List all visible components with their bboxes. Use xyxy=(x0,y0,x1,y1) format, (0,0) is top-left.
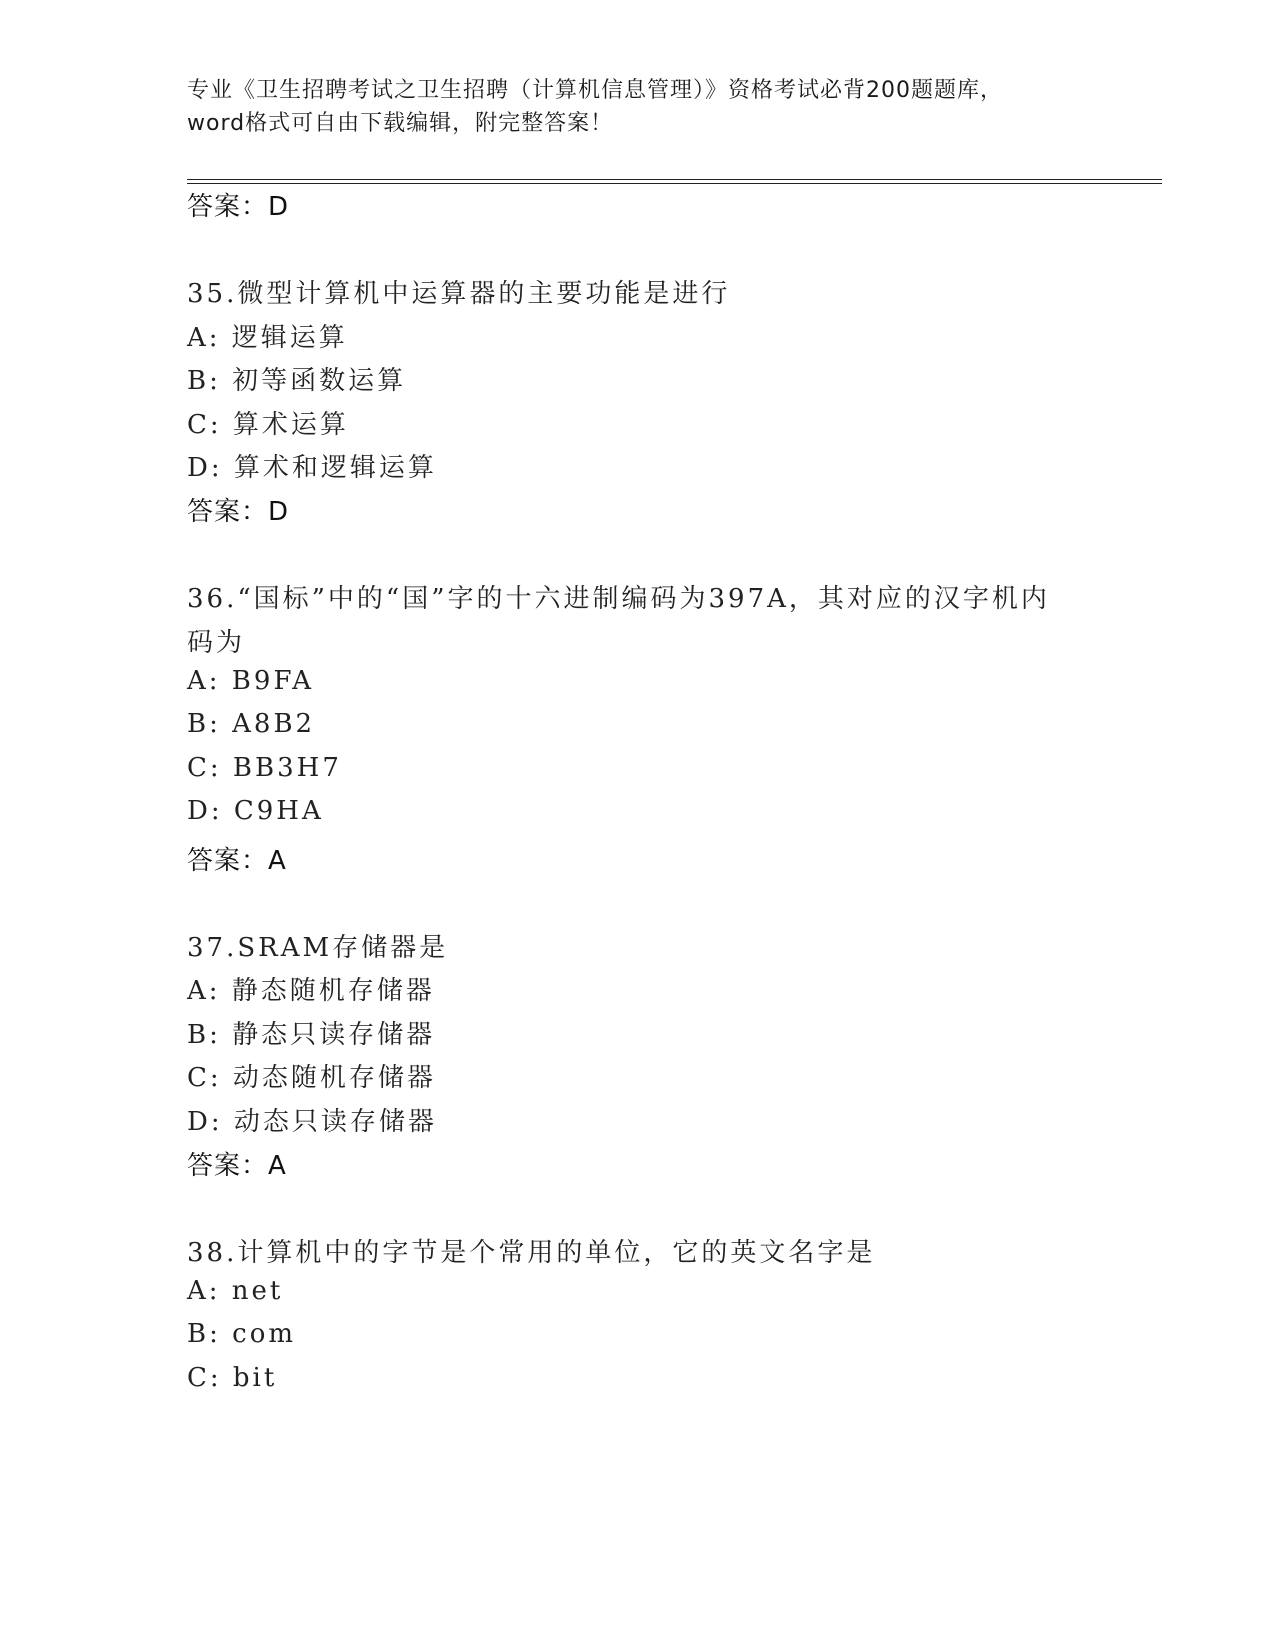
question-37-option-a: A: 静态随机存储器 xyxy=(187,976,435,1006)
previous-answer: 答案：D xyxy=(187,192,290,222)
question-35-option-d: D: 算术和逻辑运算 xyxy=(187,453,437,483)
question-35-answer: 答案：D xyxy=(187,497,290,527)
question-36-stem: 36.“国标”中的“国”字的十六进制编码为397A，其对应的汉字机内 xyxy=(187,584,1050,614)
question-37-answer: 答案：A xyxy=(187,1151,287,1181)
question-36-stem-continued: 码为 xyxy=(187,628,246,658)
question-36-answer: 答案：A xyxy=(187,846,287,876)
question-37-stem: 37.SRAM存储器是 xyxy=(187,933,449,963)
question-35-option-c: C: 算术运算 xyxy=(187,410,349,440)
question-36-option-a: A: B9FA xyxy=(187,666,315,696)
question-35-option-a: A: 逻辑运算 xyxy=(187,323,348,353)
question-36-option-b: B: A8B2 xyxy=(187,709,316,739)
question-37-option-c: C: 动态随机存储器 xyxy=(187,1063,436,1093)
header-line-1: 专业《卫生招聘考试之卫生招聘（计算机信息管理）》资格考试必背200题题库， xyxy=(187,78,1003,103)
question-36-option-c: C: BB3H7 xyxy=(187,753,342,783)
question-37-option-b: B: 静态只读存储器 xyxy=(187,1020,436,1050)
question-37-option-d: D: 动态只读存储器 xyxy=(187,1107,437,1137)
question-35-option-b: B: 初等函数运算 xyxy=(187,366,407,396)
question-38-option-b: B: com xyxy=(187,1319,296,1349)
header-line-2: word格式可自由下载编辑，附完整答案！ xyxy=(187,111,614,136)
question-38-option-c: C: bit xyxy=(187,1363,278,1393)
header-divider xyxy=(187,179,1162,184)
question-38-option-a: A: net xyxy=(187,1276,284,1306)
question-36-option-d: D: C9HA xyxy=(187,796,324,826)
page-header xyxy=(187,74,1137,140)
question-38-stem: 38.计算机中的字节是个常用的单位，它的英文名字是 xyxy=(187,1238,876,1268)
question-35-stem: 35.微型计算机中运算器的主要功能是进行 xyxy=(187,279,731,309)
